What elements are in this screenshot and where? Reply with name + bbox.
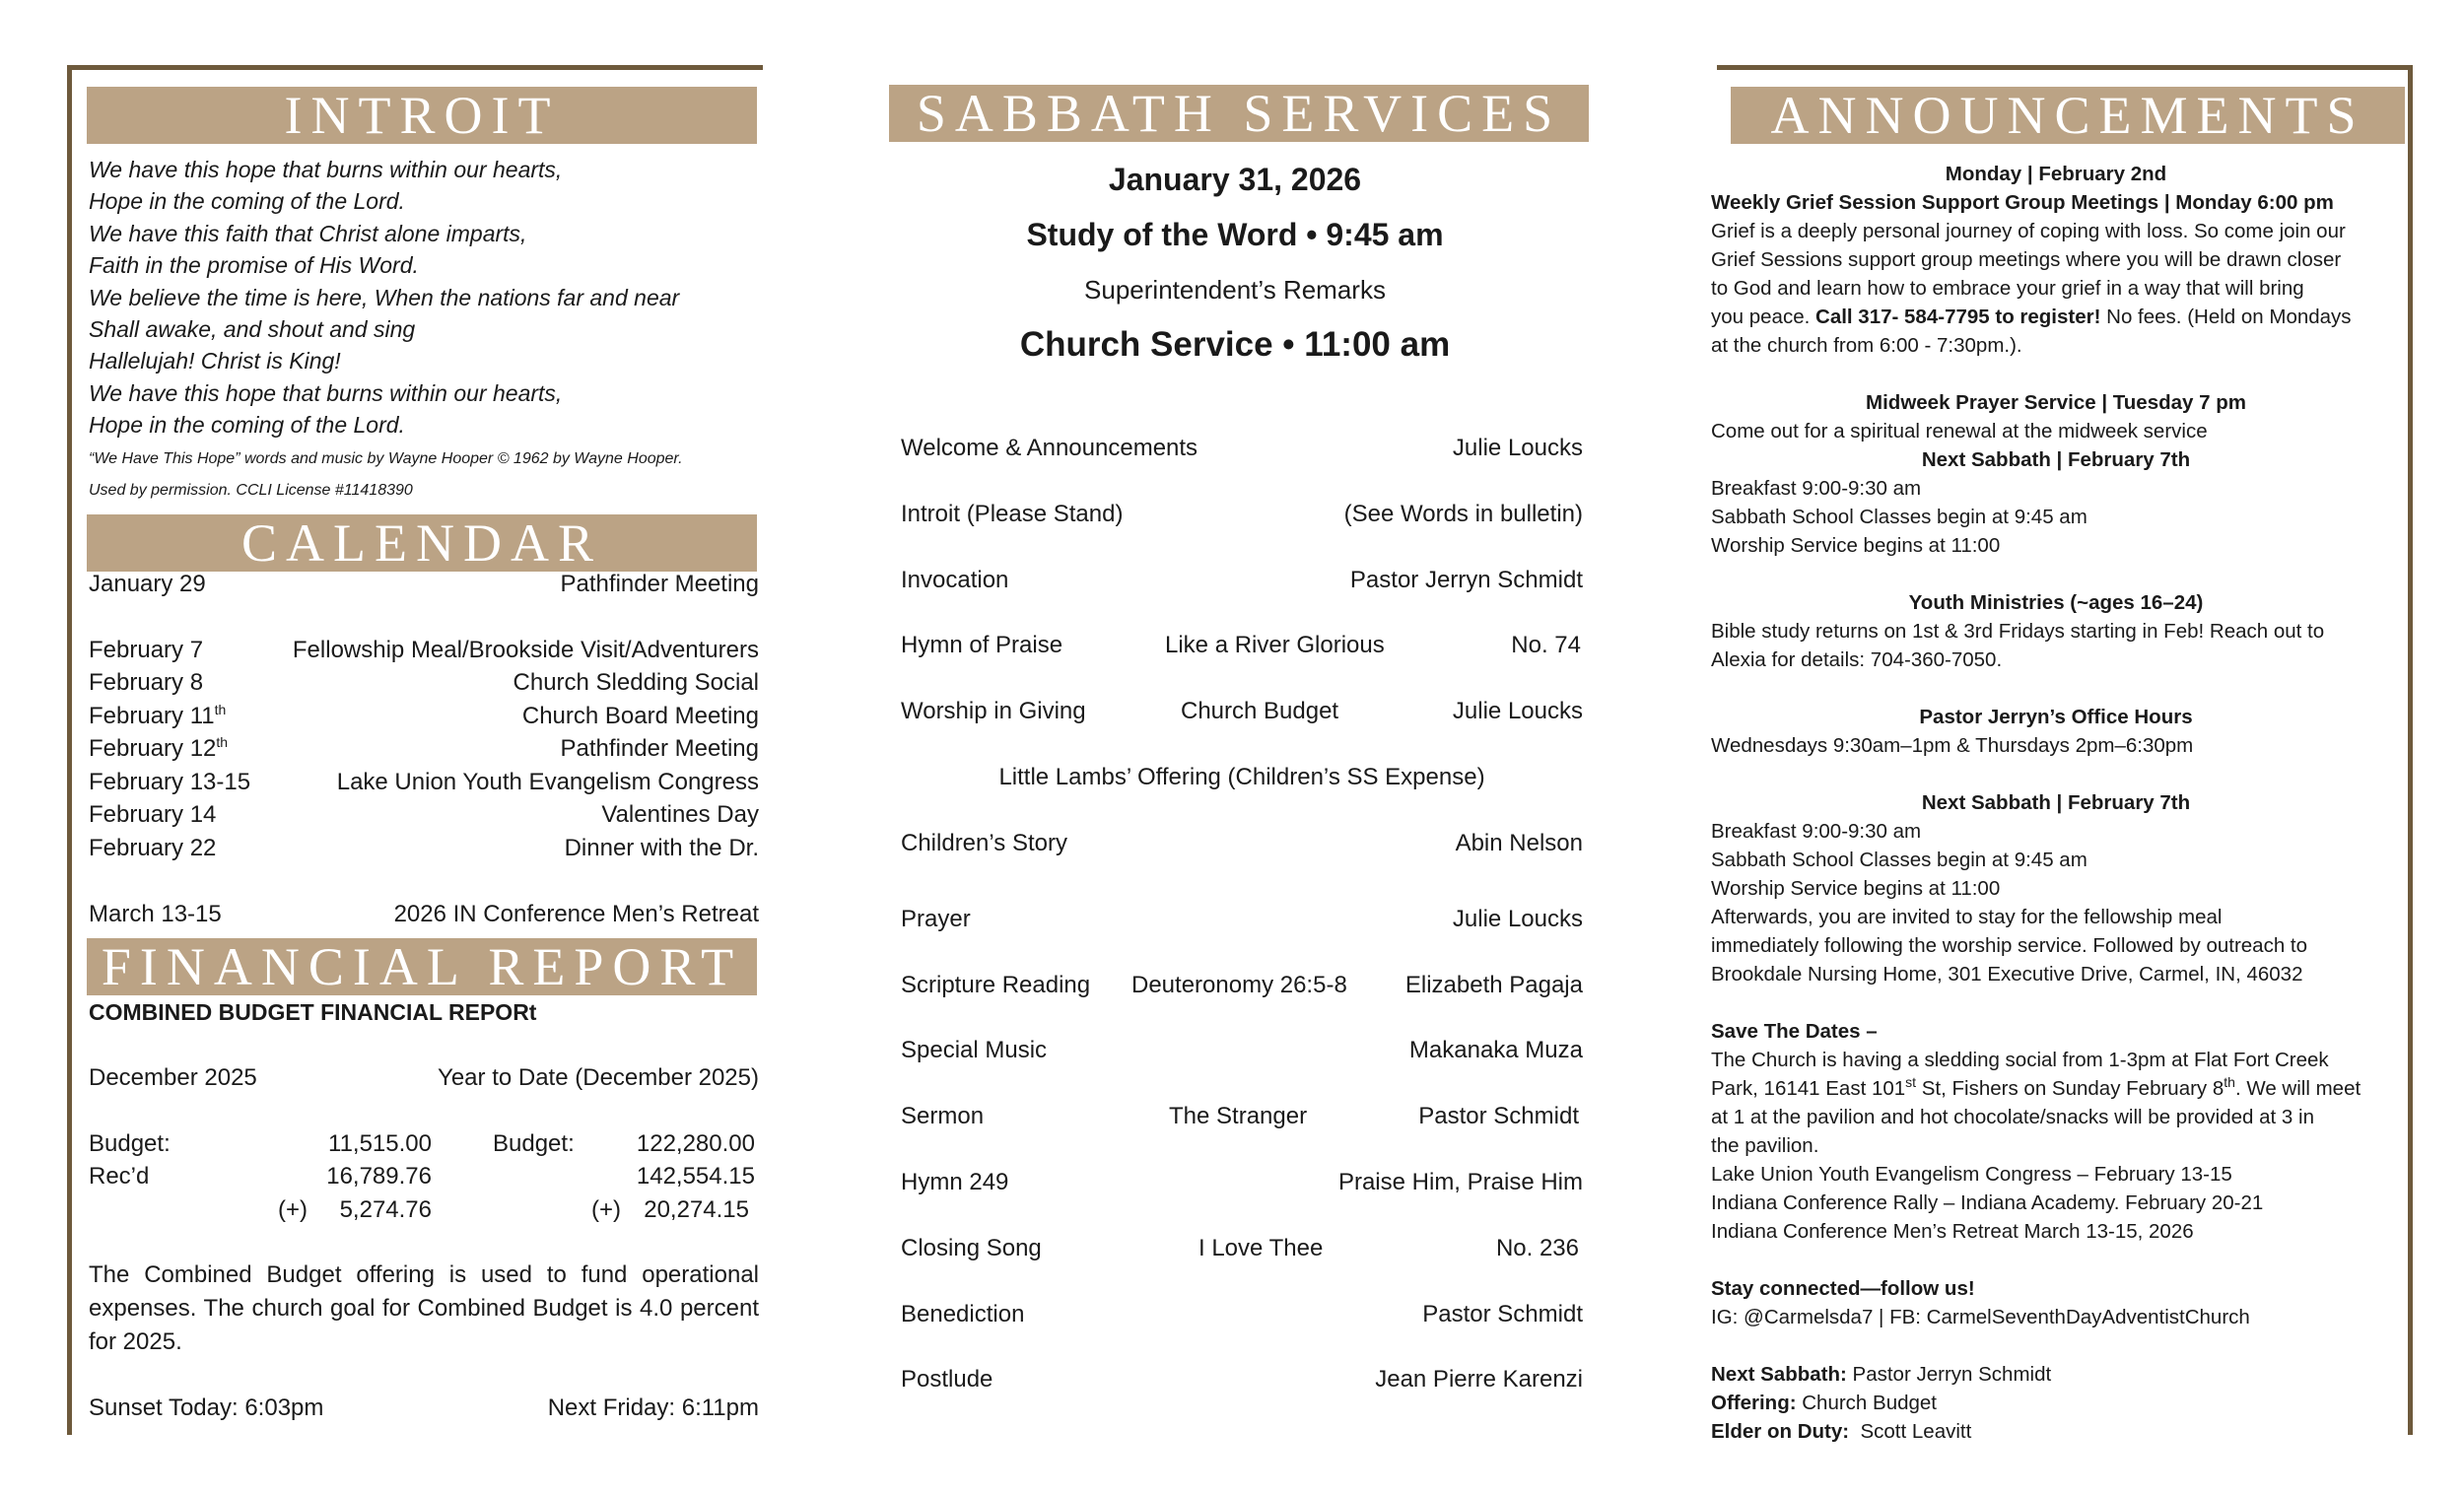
program-detail: Little Lambs’ Offering (Children’s SS Expense) xyxy=(998,763,1485,790)
next-sabbath-text: Afterwards, you are invited to stay for the fellowship meal xyxy=(1711,906,2223,928)
introit-credit: “We Have This Hope” words and music by Wayne Hooper © 1962 by Wayne Hooper. xyxy=(89,449,683,467)
financial-report-banner: FINANCIAL REPORT xyxy=(87,938,757,995)
next-sabbath-text: Breakfast 9:00-9:30 am xyxy=(1711,477,1922,500)
grief-text: to God and learn how to embrace your grief in a way that will bring xyxy=(1711,277,2304,300)
calendar-event: Dinner with the Dr. xyxy=(564,834,759,861)
program-leader: Jean Pierre Karenzi xyxy=(1375,1366,1583,1394)
program-leader: Julie Loucks xyxy=(1452,435,1583,461)
calendar-date: March 13-15 xyxy=(89,900,222,927)
youth-text: Bible study returns on 1st & 3rd Fridays starting in Feb! Reach out to xyxy=(1711,620,2325,643)
grief-text: you peace. Call 317- 584-7795 to register! No fees. (Held on Mondays xyxy=(1711,306,2352,328)
calendar-date: February 8 xyxy=(89,669,204,697)
social-title: Stay connected—follow us! xyxy=(1711,1277,1975,1300)
program-leader: Makanaka Muza xyxy=(1408,1037,1583,1064)
right-column xyxy=(1711,65,2413,1446)
program-item: Special Music xyxy=(901,1037,1048,1064)
sunset-today: Sunset Today: 6:03pm xyxy=(89,1394,324,1422)
calendar-row xyxy=(89,634,759,667)
difference-ytd: 20,274.15 xyxy=(644,1195,749,1223)
program-row xyxy=(901,629,1583,695)
next-sabbath-text: Sabbath School Classes begin at 9:45 am xyxy=(1711,506,2088,528)
introit-line: We believe the time is here, When the nations far and near xyxy=(89,284,680,310)
budget-label-ytd: Budget: xyxy=(493,1129,575,1157)
program-row xyxy=(901,695,1583,761)
financial-report xyxy=(89,995,759,1425)
midweek-title: Midweek Prayer Service | Tuesday 7 pm xyxy=(1866,391,2246,414)
save-dates-text: the pavilion. xyxy=(1711,1134,1819,1157)
calendar-row xyxy=(89,732,759,766)
save-dates-text: The Church is having a sledding social from 1-3pm at Flat Fort Creek xyxy=(1711,1049,2329,1071)
calendar-event: Church Board Meeting xyxy=(521,702,759,729)
save-dates-text: Lake Union Youth Evangelism Congress – February 13-15 xyxy=(1711,1163,2232,1186)
next-sabbath-text: Sabbath School Classes begin at 9:45 am xyxy=(1711,849,2088,871)
program-item: Scripture Reading xyxy=(901,971,1091,998)
program-leader: Julie Loucks xyxy=(1452,698,1583,725)
calendar-date: February 7 xyxy=(89,636,204,663)
program-item: Prayer xyxy=(901,905,971,932)
program-row xyxy=(901,1298,1583,1364)
program-detail: I Love Thee xyxy=(1198,1234,1324,1261)
introit-lyrics xyxy=(89,154,763,442)
program-row xyxy=(901,564,1583,630)
calendar-event: Valentines Day xyxy=(601,801,759,829)
church-service-time: Church Service • 11:00 am xyxy=(1019,325,1451,364)
calendar-row xyxy=(89,798,759,832)
program-row xyxy=(901,903,1583,969)
program-leader: Pastor Jerryn Schmidt xyxy=(1349,566,1583,593)
program-leader: (See Words in bulletin) xyxy=(1343,500,1583,527)
program-row xyxy=(901,1363,1583,1429)
introit-line: Shall awake, and shout and sing xyxy=(89,316,416,343)
service-program xyxy=(901,432,1583,1429)
budget-row xyxy=(89,1127,759,1161)
calendar-date: February 14 xyxy=(89,801,217,829)
next-sabbath-title: Next Sabbath | February 7th xyxy=(1921,791,2191,814)
grief-title: Weekly Grief Session Support Group Meetings | Monday 6:00 pm xyxy=(1711,191,2334,214)
program-row xyxy=(901,1100,1583,1166)
program-row xyxy=(901,969,1583,1035)
calendar-date: February 13-15 xyxy=(89,768,251,795)
program-detail: Like a River Glorious xyxy=(1165,632,1385,659)
difference-row xyxy=(89,1193,759,1227)
financial-report-subtitle: COMBINED BUDGET FINANCIAL REPORt xyxy=(89,999,537,1026)
calendar-row xyxy=(89,898,759,931)
calendar-row xyxy=(89,700,759,733)
calendar-event: Church Sledding Social xyxy=(513,669,759,697)
program-leader: Elizabeth Pagaja xyxy=(1404,971,1583,998)
service-header xyxy=(881,152,1589,373)
office-hours-title: Pastor Jerryn’s Office Hours xyxy=(1919,706,2193,728)
office-hours-text: Wednesdays 9:30am–1pm & Thursdays 2pm–6:30pm xyxy=(1711,734,2194,757)
youth-title: Youth Ministries (~ages 16–24) xyxy=(1908,591,2204,614)
introit-line: Hope in the coming of the Lord. xyxy=(89,412,405,439)
received-month: 16,789.76 xyxy=(326,1163,432,1190)
calendar-row xyxy=(89,766,759,799)
program-leader: Pastor Schmidt xyxy=(1418,1103,1579,1130)
introit-line: We have this hope that burns within our hearts, xyxy=(89,379,563,406)
next-sabbath-text: immediately following the worship service. Followed by outreach to xyxy=(1711,934,2308,957)
program-item: Closing Song xyxy=(901,1234,1042,1261)
elder-on-duty: Elder on Duty: Scott Leavitt xyxy=(1711,1420,1972,1443)
introit-line: Faith in the promise of His Word. xyxy=(89,252,419,279)
difference-month: 5,274.76 xyxy=(339,1195,432,1223)
calendar-row xyxy=(89,568,759,601)
calendar-banner: CALENDAR xyxy=(87,514,757,572)
program-leader: Julie Loucks xyxy=(1452,905,1583,932)
program-item: Introit (Please Stand) xyxy=(901,500,1124,527)
middle-column xyxy=(881,65,1589,1429)
introit-line: We have this faith that Christ alone imparts, xyxy=(89,220,527,246)
next-sabbath-text: Breakfast 9:00-9:30 am xyxy=(1711,820,1922,843)
program-detail: Church Budget xyxy=(1181,698,1339,725)
difference-sign-ytd: (+) xyxy=(591,1195,621,1223)
program-row xyxy=(901,1034,1583,1100)
grief-text: Grief Sessions support group meetings where you will be drawn closer xyxy=(1711,248,2342,271)
calendar-event: Lake Union Youth Evangelism Congress xyxy=(336,768,759,795)
announcements-body xyxy=(1711,160,2401,1446)
received-ytd: 142,554.15 xyxy=(636,1163,755,1190)
program-row xyxy=(901,1166,1583,1232)
grief-text: Grief is a deeply personal journey of coping with loss. So come join our xyxy=(1711,220,2346,242)
program-row xyxy=(901,432,1583,498)
difference-sign-month: (+) xyxy=(278,1195,308,1223)
sabbath-services-banner: SABBATH SERVICES xyxy=(889,85,1589,142)
program-item: Invocation xyxy=(901,566,1009,593)
save-dates-title: Save The Dates – xyxy=(1711,1020,1878,1043)
superintendent-remarks: Superintendent’s Remarks xyxy=(1084,275,1386,305)
period-ytd: Year to Date (December 2025) xyxy=(438,1064,759,1092)
left-column xyxy=(67,65,763,1425)
budget-label: Budget: xyxy=(89,1129,171,1157)
announcements-banner: ANNOUNCEMENTS xyxy=(1731,87,2405,144)
program-leader: No. 236 xyxy=(1495,1234,1579,1261)
budget-month: 11,515.00 xyxy=(328,1129,432,1157)
program-detail: Deuteronomy 26:5-8 xyxy=(1131,971,1347,998)
received-label: Rec’d xyxy=(89,1163,150,1190)
program-item: Hymn of Praise xyxy=(901,632,1063,659)
offering-line: Offering: Church Budget xyxy=(1711,1392,1937,1414)
next-sabbath-title: Next Sabbath | February 7th xyxy=(1921,448,2191,471)
program-item: Children’s Story xyxy=(901,829,1067,856)
program-item: Sermon xyxy=(901,1103,985,1130)
program-item: Benediction xyxy=(901,1300,1025,1327)
program-row xyxy=(901,761,1583,827)
social-handles: IG: @Carmelsda7 | FB: CarmelSeventhDayAdventistChurch xyxy=(1711,1306,2250,1328)
save-dates-text: at 1 at the pavilion and hot chocolate/snacks will be provided at 3 in xyxy=(1711,1106,2314,1128)
combined-budget-note: The Combined Budget offering is used to fund operational expenses. The church goal for Combined Budget is 4.0 percent for 2025. xyxy=(89,1261,759,1356)
calendar-event: Fellowship Meal/Brookside Visit/Adventurers xyxy=(292,636,759,663)
calendar-date: February 12th xyxy=(89,734,229,763)
midweek-text: Come out for a spiritual renewal at the midweek service xyxy=(1711,420,2208,442)
save-dates-text: Indiana Conference Men’s Retreat March 13-15, 2026 xyxy=(1711,1220,2194,1243)
calendar-date: February 22 xyxy=(89,834,217,861)
program-leader: No. 74 xyxy=(1511,632,1581,659)
introit-line: Hope in the coming of the Lord. xyxy=(89,188,405,215)
program-leader: Pastor Schmidt xyxy=(1422,1300,1583,1327)
calendar-row xyxy=(89,832,759,865)
introit-license: Used by permission. CCLI License #11418390 xyxy=(89,481,413,499)
program-leader: Abin Nelson xyxy=(1455,829,1583,856)
calendar-date: February 11th xyxy=(89,701,227,729)
program-item: Worship in Giving xyxy=(901,698,1086,725)
program-row xyxy=(901,1232,1583,1298)
received-row xyxy=(89,1160,759,1193)
program-item: Hymn 249 xyxy=(901,1168,1009,1195)
next-sabbath-text: Brookdale Nursing Home, 301 Executive Drive, Carmel, IN, 46032 xyxy=(1711,963,2303,986)
introit-line: Hallelujah! Christ is King! xyxy=(89,348,341,374)
next-sabbath-text: Worship Service begins at 11:00 xyxy=(1711,534,2001,557)
calendar-list xyxy=(89,568,759,931)
sunset-next-friday: Next Friday: 6:11pm xyxy=(547,1394,759,1422)
period-row xyxy=(89,1061,759,1095)
introit-banner: INTROIT xyxy=(87,87,757,144)
sunset-row xyxy=(89,1392,759,1425)
program-row xyxy=(901,827,1583,903)
program-leader: Praise Him, Praise Him xyxy=(1337,1168,1583,1195)
calendar-event: Pathfinder Meeting xyxy=(560,570,759,597)
save-dates-text: Park, 16141 East 101st St, Fishers on Sunday February 8th. We will meet xyxy=(1711,1074,2361,1100)
study-of-the-word: Study of the Word • 9:45 am xyxy=(1026,217,1444,252)
budget-ytd: 122,280.00 xyxy=(636,1129,755,1157)
grief-text: at the church from 6:00 - 7:30pm.). xyxy=(1711,334,2022,357)
period-month: December 2025 xyxy=(89,1064,257,1092)
calendar-event: 2026 IN Conference Men’s Retreat xyxy=(393,900,759,927)
grief-day: Monday | February 2nd xyxy=(1945,163,2167,185)
save-dates-text: Indiana Conference Rally – Indiana Academy. February 20-21 xyxy=(1711,1191,2264,1214)
calendar-event: Pathfinder Meeting xyxy=(560,735,759,763)
calendar-date: January 29 xyxy=(89,570,206,597)
program-item: Welcome & Announcements xyxy=(901,435,1198,461)
calendar-row xyxy=(89,666,759,700)
service-date: January 31, 2026 xyxy=(1108,162,1362,197)
program-row xyxy=(901,498,1583,564)
program-item: Postlude xyxy=(901,1366,993,1394)
grief-phone: Call 317- 584-7795 to register! xyxy=(1815,306,2101,328)
introit-line: We have this hope that burns within our hearts, xyxy=(89,157,563,182)
program-detail: The Stranger xyxy=(1169,1103,1308,1130)
next-sabbath-text: Worship Service begins at 11:00 xyxy=(1711,877,2001,900)
next-sabbath-speaker: Next Sabbath: Pastor Jerryn Schmidt xyxy=(1711,1363,2052,1386)
youth-text: Alexia for details: 704-360-7050. xyxy=(1711,648,2003,671)
